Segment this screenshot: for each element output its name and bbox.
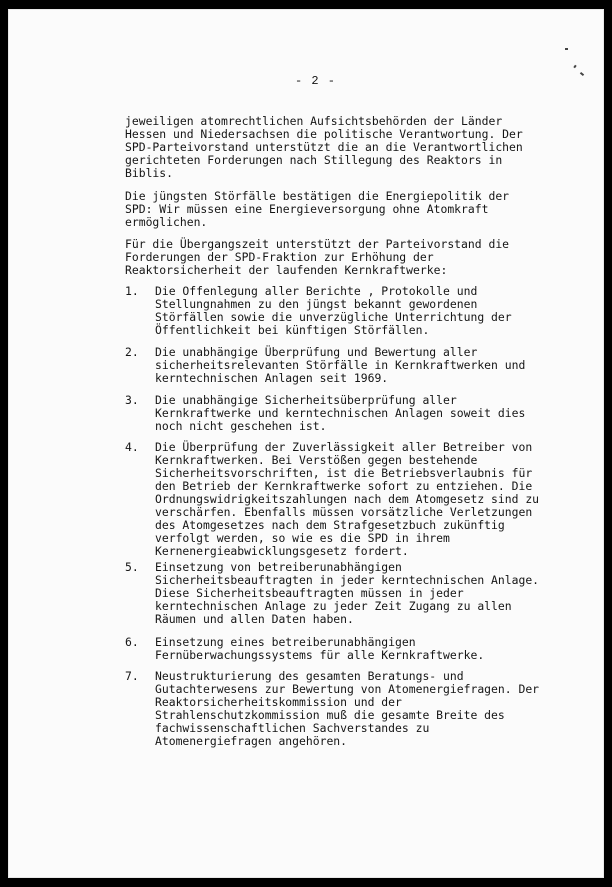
list-item-number: 3. [125,393,139,407]
list-item-number: 7. [125,669,139,683]
paragraph: jeweiligen atomrechtlichen Aufsichtsbehörden der Länder Hessen und Niedersachsen die politische Verantwortung. Der SPD-Parteivorstand unterstützt die an die Verantwortlichen gerichteten Forderungen nach Stillegung des Reaktors in Biblis. [125,114,523,180]
list-item-number: 4. [125,440,139,454]
scan-speck [565,48,568,50]
list-item-text: Die Überprüfung der Zuverlässigkeit aller Betreiber von Kernkraftwerken. Bei Verstößen gegen bestehende Sicherheitsvorschriften, ist die Betriebsverlaubnis für den Betrieb der Kernkraftwerke sofort zu entziehen. Die Ordnungswidrigkeitszahlungen nach dem Atomgesetz sind zu verschärfen. Ebenfalls müssen vorsätzliche Verletzungen des Atomgesetzes nach dem Strafgesetzbuch zukünftig verfolgt werden, so wie es die SPD in ihrem Kernenergieabwicklungsgesetz fordert. [155,440,540,558]
list-item-text: Neustrukturierung des gesamten Beratungs- und Gutachterwesens zur Bewertung von Atomenergiefragen. Der Reaktorsicherheitskommission und der Strahlenschutzkommission muß die gesamte Breite des fachwissenschaftlichen Sachverstandes zu Atomenergiefragen angehören. [155,669,540,748]
paragraph: Die jüngsten Störfälle bestätigen die Energiepolitik der SPD: Wir müssen eine Energieversorgung ohne Atomkraft ermöglichen. [125,189,510,229]
list-item-number: 5. [125,560,139,574]
list-item-number: 6. [125,635,139,649]
list-item-number: 2. [125,345,139,359]
list-item-text: Die unabhängige Sicherheitsüberprüfung aller Kernkraftwerke und kerntechnischen Anlagen soweit dies noch nicht geschehen ist. [155,393,526,433]
list-item-number: 1. [125,284,139,298]
list-item-text: Einsetzung von betreiberunabhängigen Sicherheitsbeauftragten in jeder kerntechnischen Anlage. Diese Sicherheitsbeauftragten müssen in jeder kerntechnischen Anlage zu jeder Zeit Zugang zu allen Räumen und allen Daten haben. [155,560,540,626]
list-item-text: Die unabhängige Überprüfung und Bewertung aller sicherheitsrelevanten Störfälle in Kernkraftwerken und kerntechnischen Anlagen seit 1969. [155,345,526,385]
list-item-text: Die Offenlegung aller Berichte , Protokolle und Stellungnahmen zu den jüngst bekannt gewordenen Störfällen sowie die unverzügliche Unterrichtung der Öffentlichkeit bei künftigen Störfällen. [155,284,512,337]
document-body [8,9,604,878]
page-number: - 2 - [295,74,337,88]
paragraph: Für die Übergangszeit unterstützt der Parteivorstand die Forderungen der SPD-Fraktion zur Erhöhung der Reaktorsicherheit der laufenden Kernkraftwerke: [125,237,510,277]
list-item-text: Einsetzung eines betreiberunabhängigen Fernüberwachungssystems für alle Kernkraftwerke. [155,635,485,662]
document-page [8,9,604,878]
